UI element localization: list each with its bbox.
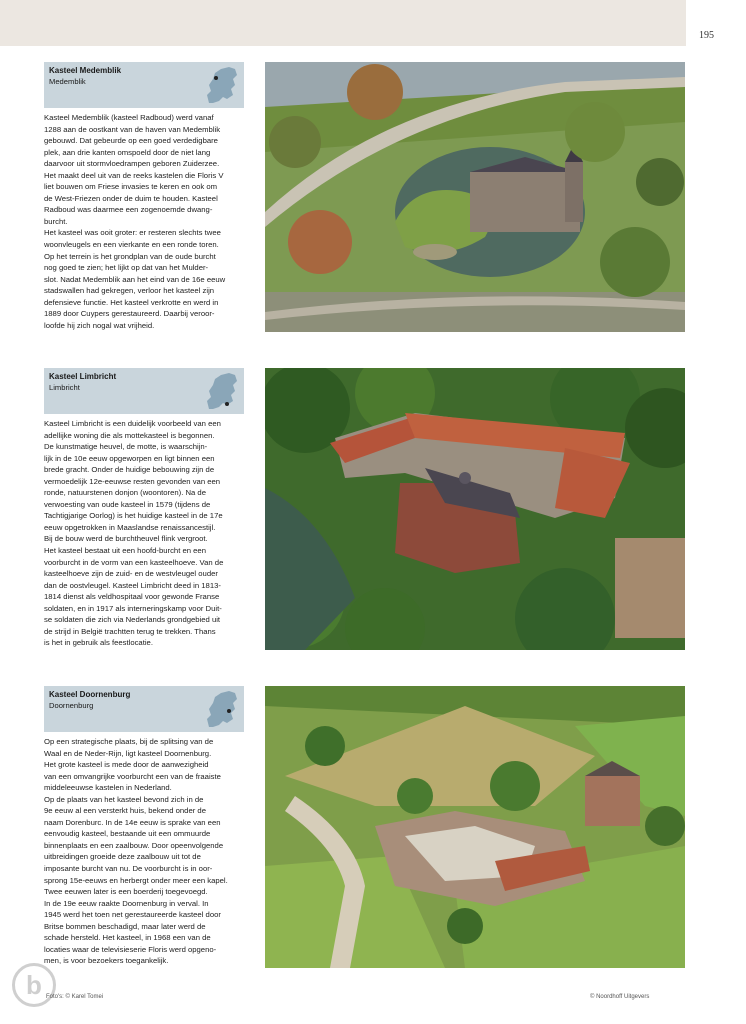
body-line: verwoesting van oude kasteel in 1579 (tijdens de <box>44 499 211 509</box>
body-line: burcht. <box>44 216 68 226</box>
netherlands-map-icon <box>201 371 239 411</box>
body-line: se soldaten die zich via Nederlands grondgebied uit <box>44 615 221 625</box>
body-line: de West-Friezen onder de duim te houden. Kasteel <box>44 193 218 203</box>
section-doornenburg <box>44 686 686 971</box>
section-body <box>44 736 249 967</box>
section-place: Medemblik <box>49 77 86 86</box>
body-line: binnenplaats en een zaalbouw. Door opeenvolgende <box>44 840 224 850</box>
body-line: Twee eeuwen later is een boerderij toegevoegd. <box>44 887 208 897</box>
body-line: kasteelhoeve zijn de zuid- en de westvleugel ouder <box>44 569 218 579</box>
footer-credit: Foto's: © Karel Tomei <box>46 994 104 1000</box>
body-line: Britse bommen beschadigd, maar later werd de <box>44 921 206 931</box>
body-line: eenvoudig kasteel, bestaande uit een ommuurde <box>44 829 211 839</box>
body-line: middeleeuwse kastelen in Nederland. <box>44 783 172 793</box>
section-limbricht <box>44 368 686 653</box>
body-line: De kunstmatige heuvel, de motte, is waarschijn- <box>44 442 208 452</box>
section-body <box>44 112 249 331</box>
netherlands-map-icon <box>201 689 239 729</box>
body-line: stadswallen had gekregen, verloor het kasteel zijn <box>44 286 215 296</box>
body-line: gebouwd. Dat gebeurde op een goed verdedigbare <box>44 136 218 146</box>
body-line: uitbreidingen groeide deze zaalbouw uit tot de <box>44 852 201 862</box>
body-line: Tachtigjarige Oorlog) is het huidige kasteel in de 17e <box>44 511 223 521</box>
body-line: men, is voor bezoekers toegankelijk. <box>44 956 169 966</box>
aerial-photo-doornenburg <box>265 686 685 968</box>
page-number: 195 <box>699 30 714 41</box>
aerial-photo-medemblik <box>265 62 685 332</box>
body-line: de strijd in België trachtten terug te trekken. Thans <box>44 626 216 636</box>
body-line: Op een strategische plaats, bij de splitsing van de <box>44 737 214 746</box>
body-line: imposante burcht van nu. De voorburcht is in oor- <box>44 864 213 874</box>
body-line: defensieve functie. Het kasteel verkrotte en werd in <box>44 297 219 307</box>
body-line: schade hersteld. Het kasteel, in 1968 een van de <box>44 933 211 943</box>
caption-box <box>44 686 244 732</box>
body-line: woonvleugels en een vierkante en een ronde toren. <box>44 240 219 250</box>
body-line: 1288 aan de oostkant van de haven van Medemblik <box>44 124 221 134</box>
body-line: soldaten, en in 1917 als interneringskamp voor Duit- <box>44 603 222 613</box>
body-line: eeuw opgetrokken in Maaslandse renaissancestijl. <box>44 522 216 532</box>
body-line: voorburcht in de vorm van een kasteelhoeve. Van de <box>44 557 224 567</box>
body-line: Op de plaats van het kasteel bevond zich in de <box>44 794 204 804</box>
caption-box <box>44 368 244 414</box>
section-place: Limbricht <box>49 383 80 392</box>
body-line: Radboud was daarmee een zogenoemde dwang- <box>44 205 213 215</box>
body-line: Het kasteel bestaat uit een hoofd-burcht en een <box>44 546 206 556</box>
body-line: locaties waar de televisieserie Floris werd opgeno- <box>44 944 217 954</box>
body-line: lijk in de 10e eeuw opgeworpen en ligt binnen een <box>44 453 215 463</box>
body-line: daarvoor uit stormvloedrampen geboren Zuiderzee. <box>44 159 220 169</box>
body-line: loofde hij zich nogal wat vrijheid. <box>44 320 155 330</box>
caption-box <box>44 62 244 108</box>
body-line: liet bouwen om Friese invasies te keren en ook om <box>44 182 218 192</box>
body-line: Waal en de Neder-Rijn, ligt kasteel Doornenburg. <box>44 748 212 758</box>
body-line: dan de oostvleugel. Kasteel Limbricht deed in 1813- <box>44 580 221 590</box>
body-line: vermoedelijk 12e-eeuwse resten gevonden van een <box>44 476 221 486</box>
body-line: 1889 door Cuypers gerestaureerd. Daarbij veroor- <box>44 309 215 319</box>
body-line: Op het terrein is het grondplan van de oude burcht <box>44 251 216 261</box>
netherlands-map-icon <box>201 65 239 105</box>
body-line: sprong 15e-eeuws en herbergt onder meer een kapel. <box>44 875 228 885</box>
body-line: slot. Nadat Medemblik aan het eind van de 16e eeuw <box>44 274 226 284</box>
body-line: Het grote kasteel is mede door de aanwezigheid <box>44 760 209 770</box>
body-line: Kasteel Limbricht is een duidelijk voorbeeld van een <box>44 419 221 428</box>
body-line: van een omvangrijke voorburcht een van de fraaiste <box>44 771 221 781</box>
body-line: In de 19e eeuw raakte Doornenburg in verval. In <box>44 898 209 908</box>
body-line: adellijke woning die als mottekasteel is begonnen. <box>44 430 215 440</box>
top-band <box>0 0 686 46</box>
body-line: nog goed te zien; het lijkt op dat van het Mulder- <box>44 263 209 273</box>
watermark-logo <box>12 963 56 1007</box>
body-line: Bij de bouw werd de burchtheuvel flink vergroot. <box>44 534 208 544</box>
body-line: brede gracht. Onder de huidige bebouwing zijn de <box>44 465 215 475</box>
body-line: Kasteel Medemblik (kasteel Radboud) werd vanaf <box>44 113 214 122</box>
body-line: plek, aan drie kanten omspoeld door de niet lang <box>44 147 211 157</box>
watermark-letter: b <box>26 969 42 1000</box>
section-title: Kasteel Medemblik <box>49 66 122 75</box>
body-line: ronde, natuurstenen donjon (woontoren). Na de <box>44 488 206 498</box>
section-medemblik <box>44 62 686 334</box>
body-line: 1945 werd het toen net gerestaureerde kasteel door <box>44 910 221 920</box>
section-place: Doornenburg <box>49 701 94 710</box>
footer-publisher: © Noordhoff Uitgevers <box>590 994 650 1000</box>
body-line: 1814 dienst als veldhospitaal voor gewonde Franse <box>44 592 220 602</box>
body-line: Het maakt deel uit van de reeks kastelen die Floris V <box>44 170 224 180</box>
body-line: Het kasteel was ooit groter: er resteren slechts twee <box>44 228 221 238</box>
section-body <box>44 418 249 649</box>
section-title: Kasteel Doornenburg <box>49 690 131 699</box>
body-line: naam Dorenburc. In de 14e eeuw is sprake van een <box>44 817 221 827</box>
section-title: Kasteel Limbricht <box>49 372 117 381</box>
body-line: 9e eeuw al een versterkt huis, bekend onder de <box>44 806 206 816</box>
aerial-photo-limbricht <box>265 368 685 650</box>
body-line: is het in gebruik als feestlocatie. <box>44 638 153 648</box>
